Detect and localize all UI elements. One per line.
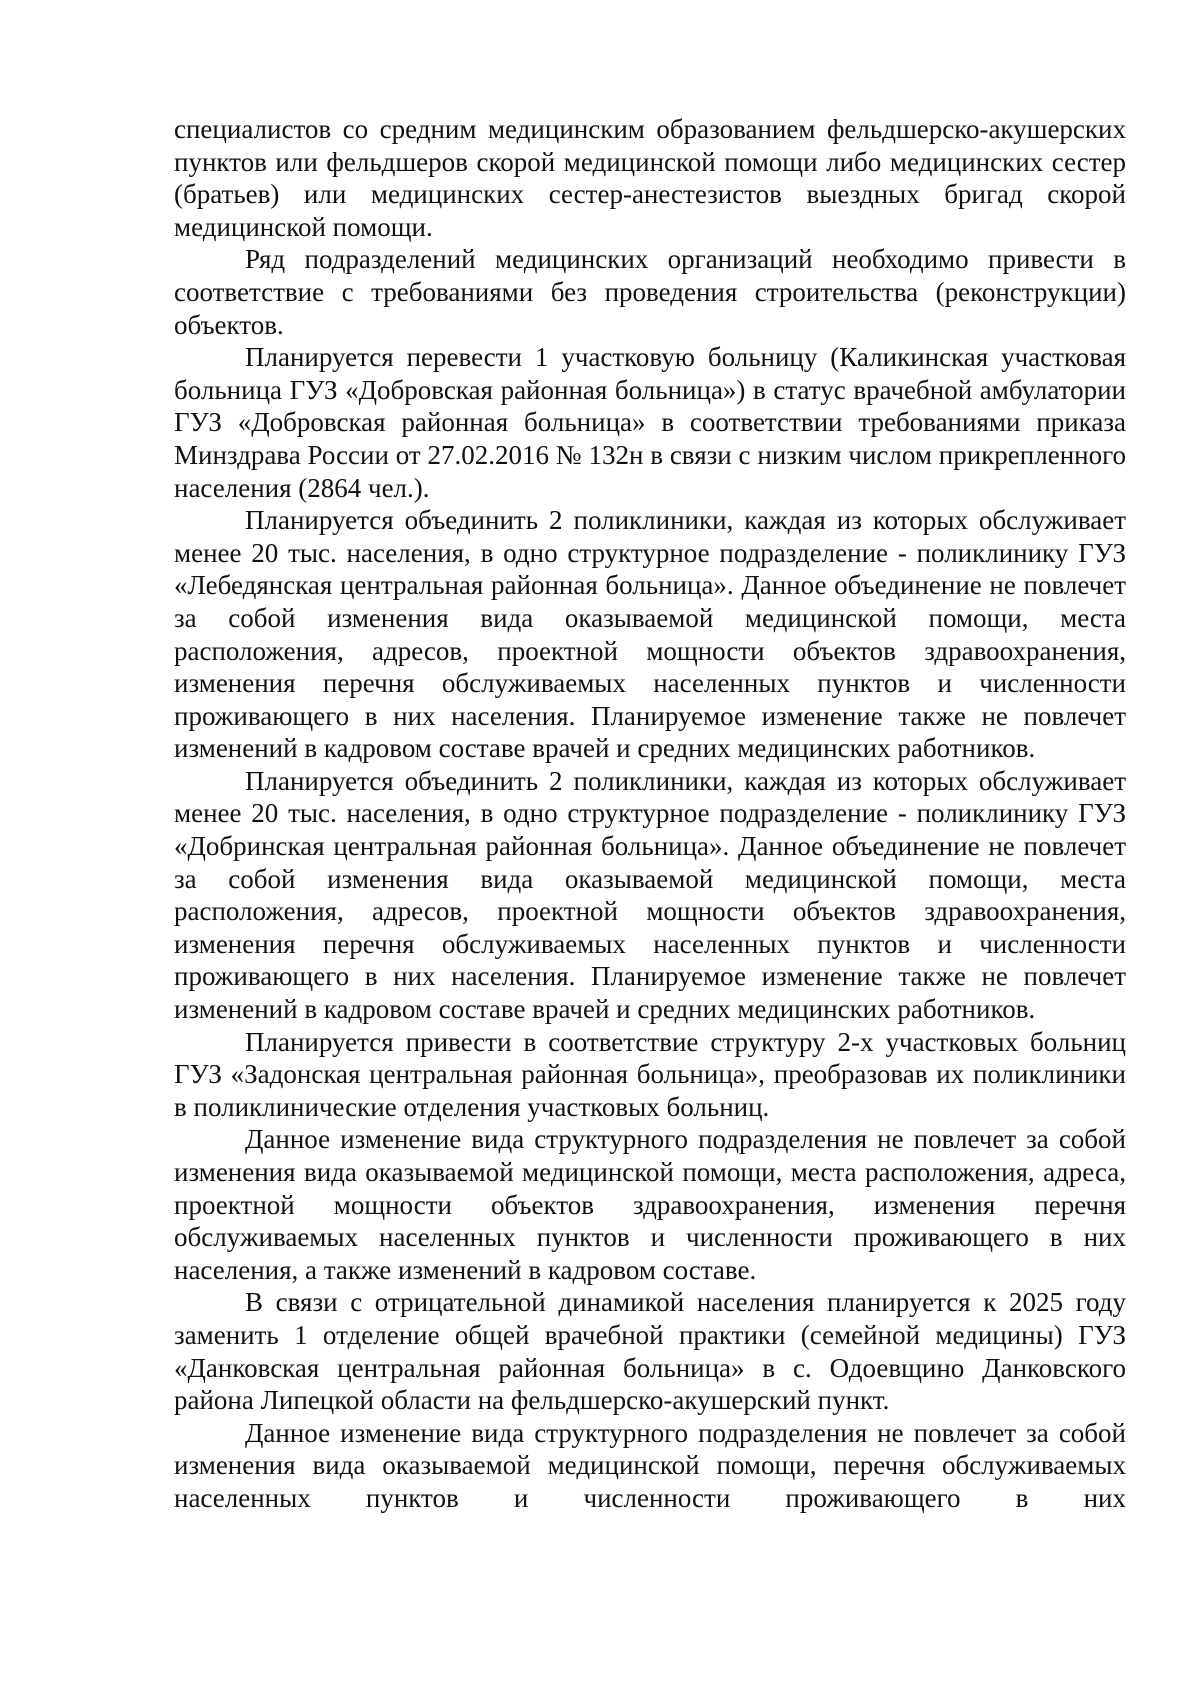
paragraph-requirements: Ряд подразделений медицинских организаций необходимо привести в соответствие с требованиями без проведения строительства (реконструкции) объектов.	[174, 244, 1126, 340]
paragraph-final: Данное изменение вида структурного подразделения не повлечет за собой изменения вида оказываемой медицинской помощи, перечня обслуживаемых населенных пунктов и численности проживающего в них	[174, 1417, 1126, 1513]
paragraph-kalikinskaya: Планируется перевести 1 участковую больницу (Каликинская участковая больница ГУЗ «Добровская районная больница») в статус врачебной амбулатории ГУЗ «Добровская районная больница» в соответствии требованиями приказа Минздрава России от 27.02.2016 № 132н в связи с низким числом прикрепленного населения (2864 чел.).	[174, 342, 1126, 503]
document-page	[174, 113, 1126, 1515]
paragraph-continuation: специалистов со средним медицинским образованием фельдшерско-акушерских пунктов или фельдшеров скорой медицинской помощи либо медицинских сестер (братьев) или медицинских сестер-анестезистов выездных бригад скорой медицинской помощи.	[174, 114, 1126, 242]
paragraph-dobrinskaya: Планируется объединить 2 поликлиники, каждая из которых обслуживает менее 20 тыс. населения, в одно структурное подразделение - поликлинику ГУЗ «Добринская центральная районная больница». Данное объединение не повлечет за собой изменения вида оказываемой медицинской помощи, места расположения, адресов, проектной мощности объектов здравоохранения, изменения перечня обслуживаемых населенных пунктов и численности проживающего в них населения. Планируемое изменение также не повлечет изменений в кадровом составе врачей и средних медицинских работников.	[174, 765, 1126, 1025]
paragraph-dankovskaya: В связи с отрицательной динамикой населения планируется к 2025 году заменить 1 отделение общей врачебной практики (семейной медицины) ГУЗ «Данковская центральная районная больница» в с. Одоевщино Данковского района Липецкой области на фельдшерско-акушерский пункт.	[174, 1287, 1126, 1416]
paragraph-zadonskaya: Планируется привести в соответствие структуру 2-х участковых больниц ГУЗ «Задонская центральная районная больница», преобразовав их поликлиники в поликлинические отделения участковых больниц.	[174, 1026, 1126, 1122]
paragraph-change-no-effect: Данное изменение вида структурного подразделения не повлечет за собой изменения вида оказываемой медицинской помощи, места расположения, адреса, проектной мощности объектов здравоохранения, изменения перечня обслуживаемых населенных пунктов и численности проживающего в них населения, а также изменений в кадровом составе.	[174, 1124, 1126, 1285]
paragraph-lebedyanskaya: Планируется объединить 2 поликлиники, каждая из которых обслуживает менее 20 тыс. населения, в одно структурное подразделение - поликлинику ГУЗ «Лебедянская центральная районная больница». Данное объединение не повлечет за собой изменения вида оказываемой медицинской помощи, места расположения, адресов, проектной мощности объектов здравоохранения, изменения перечня обслуживаемых населенных пунктов и численности проживающего в них населения. Планируемое изменение также не повлечет изменений в кадровом составе врачей и средних медицинских работников.	[174, 505, 1126, 764]
